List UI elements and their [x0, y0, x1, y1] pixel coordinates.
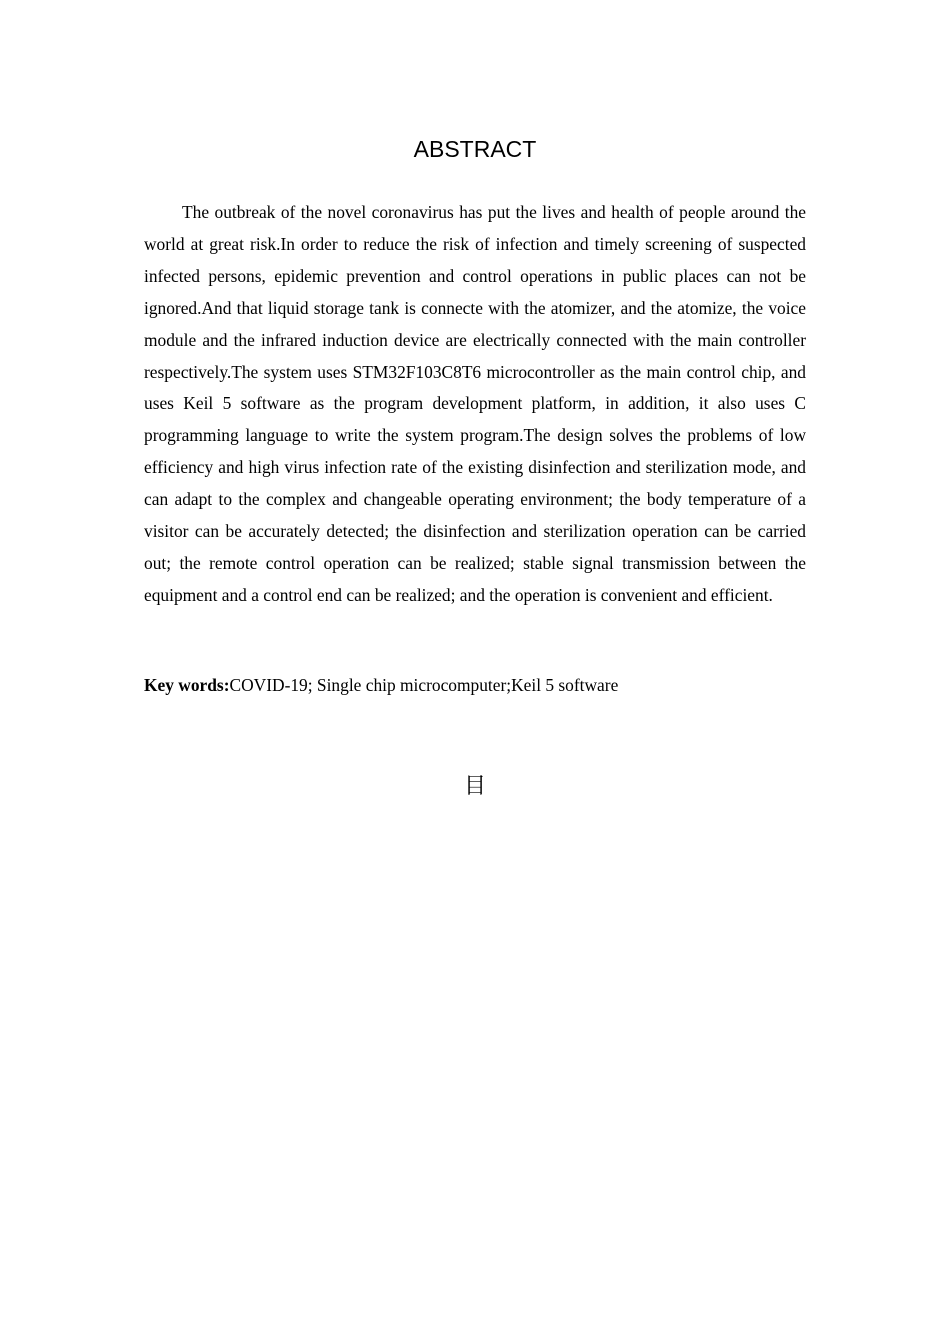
keywords-value: COVID-19; Single chip microcomputer;Keil 5 software: [229, 675, 619, 695]
keywords-label: Key words:: [144, 675, 230, 695]
toc-heading: 目: [463, 774, 486, 799]
abstract-title: ABSTRACT: [413, 136, 537, 162]
keywords-line: [144, 671, 806, 699]
abstract-body: The outbreak of the novel coronavirus has put the lives and health of people around the world at great risk.In order to reduce the risk of infection and timely screening of suspected infected persons, epidemic prevention and control operations in public places can not be ignored.And that liquid storage tank is connecte with the atomizer, and the atomize, the voice module and the infrared induction device are electrically connected with the main controller respectively.The system uses STM32F103C8T6 microcontroller as the main control chip, and uses Keil 5 software as the program development platform, in addition, it also uses C programming language to write the system program.The design solves the problems of low efficiency and high virus infection rate of the existing disinfection and sterilization mode, and can adapt to the complex and changeable operating environment; the body temperature of a visitor can be accurately detected; the disinfection and sterilization operation can be carried out; the remote control operation can be realized; stable signal transmission between the equipment and a control end can be realized; and the operation is convenient and efficient.: [144, 202, 806, 605]
